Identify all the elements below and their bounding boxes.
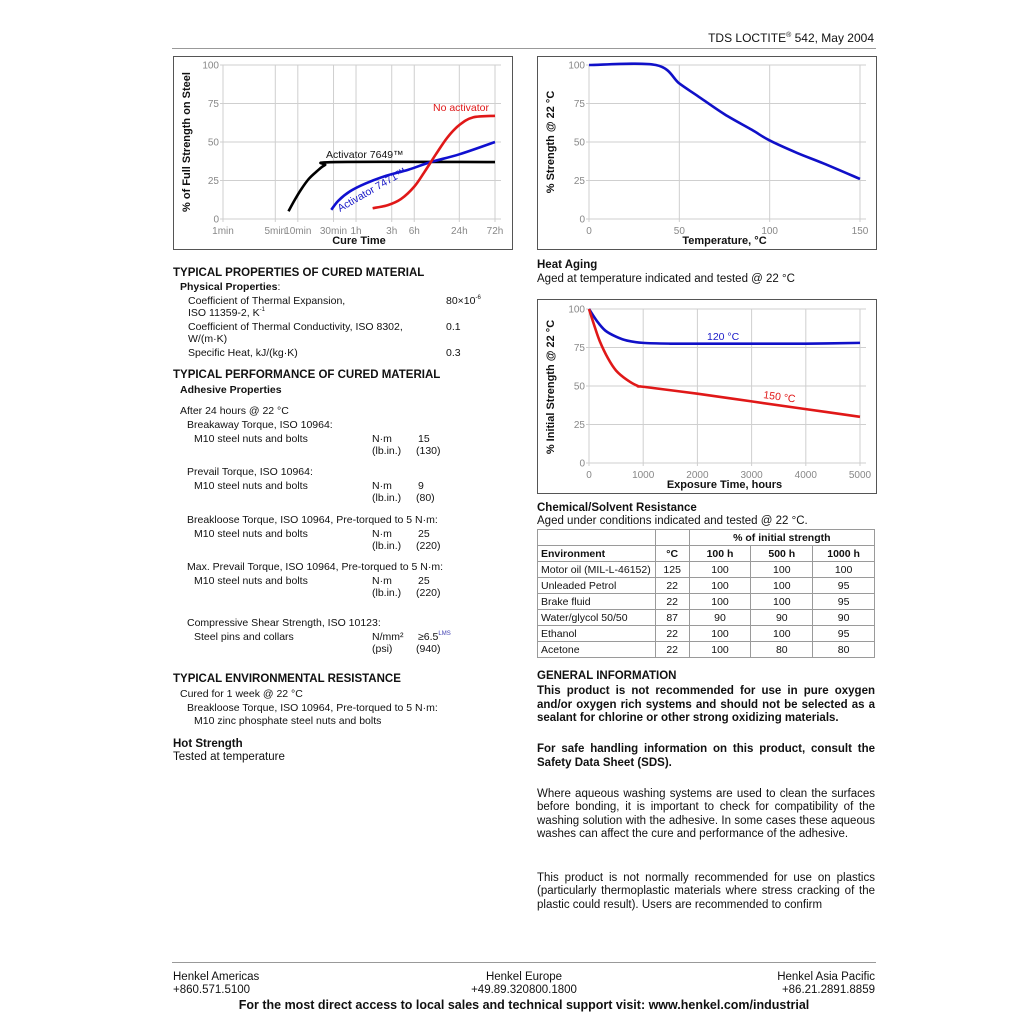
lms-mark: LMS — [438, 631, 451, 637]
test-title-2: Breakloose Torque, ISO 10964, Pre-torqued to 5 N·m: — [187, 514, 438, 526]
chem-sub: Aged under conditions indicated and tested @ 22 °C. — [537, 515, 808, 527]
chem-cell-temp: 22 — [655, 642, 689, 658]
chem-heading: Chemical/Solvent Resistance — [537, 502, 697, 514]
table-row — [538, 610, 875, 626]
gen-paragraph-3: Where aqueous washing systems are used to clean the surfaces before bonding, it is important to check for compatibility of the washing solution with the adhesive. In some cases these aqueous washes can affect the cure and performance of the adhesive. — [537, 788, 875, 840]
chem-blank-cell — [538, 530, 656, 546]
y-tick-label: 75 — [573, 343, 585, 354]
chem-cell-env: Brake fluid — [538, 594, 656, 610]
test-val1-2: 25 — [418, 528, 430, 540]
x-axis-label: Temperature, °C — [682, 235, 767, 247]
footer-support-link[interactable]: For the most direct access to local sales and technical support visit: www.henkel.com/industrial — [238, 998, 810, 1012]
test-unit1-0: N·m — [372, 433, 392, 445]
chem-cell-500h: 100 — [751, 578, 813, 594]
test-val2-2: (220) — [416, 540, 441, 552]
x-tick-label: 2000 — [686, 470, 709, 481]
hot-sub: Tested at temperature — [173, 751, 285, 763]
phys-value-0-text: 80×10 — [446, 295, 476, 307]
x-axis-label: Exposure Time, hours — [666, 479, 783, 491]
chem-cell-1000h: 80 — [813, 642, 875, 658]
chem-col-100h: 100 h — [689, 546, 751, 562]
chem-group-header: % of initial strength — [689, 530, 874, 546]
y-tick-label: 100 — [568, 60, 585, 72]
y-tick-label: 50 — [573, 381, 585, 393]
chem-cell-1000h: 95 — [813, 578, 875, 594]
adhesive-heading: Adhesive Properties — [180, 384, 282, 396]
footer-americas-name: Henkel Americas — [173, 971, 260, 983]
test-title-1: Prevail Torque, ISO 10964: — [187, 466, 313, 478]
x-tick-label: 72h — [486, 226, 504, 237]
x-tick-label: 100 — [761, 226, 779, 237]
x-tick-label: 5min — [264, 226, 287, 237]
heat-aging-chart — [537, 299, 877, 494]
footer-europe-name: Henkel Europe — [485, 971, 563, 983]
phys-value-2: 0.3 — [446, 347, 461, 359]
x-tick-label: 1min — [212, 226, 234, 237]
chem-cell-500h: 80 — [751, 642, 813, 658]
chem-cell-env: Motor oil (MIL-L-46152) — [538, 562, 656, 578]
phys-label-0b-sup: -1 — [259, 307, 265, 313]
chem-blank-cell — [655, 530, 689, 546]
chem-cell-1000h: 100 — [813, 562, 875, 578]
chem-column-header-row — [538, 546, 875, 562]
header-title-suffix: 542, May 2004 — [791, 31, 874, 45]
test-title-0: Breakaway Torque, ISO 10964: — [187, 419, 333, 431]
registered-mark: ® — [786, 32, 792, 39]
table-row — [538, 642, 875, 658]
test-val1-4 — [418, 631, 451, 643]
test-title-4: Compressive Shear Strength, ISO 10123: — [187, 617, 381, 629]
y-axis-label: % Initial Strength @ 22 °C — [545, 319, 557, 455]
physical-heading-colon: : — [277, 281, 281, 293]
chem-cell-env: Acetone — [538, 642, 656, 658]
footer-asia-name: Henkel Asia Pacific — [777, 971, 875, 983]
table-row — [538, 578, 875, 594]
chem-cell-100h: 100 — [689, 578, 751, 594]
phys-value-1: 0.1 — [446, 321, 461, 333]
footer-rule — [172, 962, 876, 963]
test-unit2-0: (lb.in.) — [372, 445, 402, 457]
env-heading: TYPICAL ENVIRONMENTAL RESISTANCE — [173, 673, 401, 685]
chem-cell-100h: 100 — [689, 626, 751, 642]
test-item-3: M10 steel nuts and bolts — [194, 575, 308, 587]
test-unit2-3: (lb.in.) — [372, 587, 402, 599]
x-tick-label: 150 — [851, 226, 869, 237]
annotation-no-activator: No activator — [433, 102, 490, 114]
chem-col-temp: °C — [655, 546, 689, 562]
env-cured: Cured for 1 week @ 22 °C — [180, 688, 303, 700]
phys-label-1b: W/(m·K) — [188, 333, 228, 345]
table-row — [538, 626, 875, 642]
physical-heading-text: Physical Properties — [180, 281, 278, 293]
x-tick-label: 50 — [673, 226, 685, 237]
y-tick-label: 100 — [568, 304, 585, 316]
annotation-150c: 150 °C — [762, 389, 797, 406]
series-line — [589, 64, 860, 179]
hot-strength-chart-svg — [538, 57, 876, 249]
test-val2-0: (130) — [416, 445, 441, 457]
y-tick-label: 0 — [579, 214, 585, 226]
chem-col-environment: Environment — [538, 546, 656, 562]
series-line — [589, 309, 860, 417]
y-tick-label: 25 — [573, 176, 585, 187]
x-tick-label: 1h — [350, 226, 362, 237]
document-header — [708, 31, 874, 45]
x-tick-label: 3000 — [740, 470, 763, 481]
x-tick-label: 10min — [284, 226, 312, 237]
cure-time-chart — [173, 56, 513, 250]
chem-cell-temp: 125 — [655, 562, 689, 578]
test-val1-1: 9 — [418, 480, 424, 492]
chem-col-1000h: 1000 h — [813, 546, 875, 562]
footer-americas-phone: +860.571.5100 — [173, 984, 251, 996]
y-tick-label: 50 — [573, 137, 585, 149]
chem-group-header-row — [538, 530, 875, 546]
physical-heading — [180, 281, 280, 293]
chem-cell-env: Unleaded Petrol — [538, 578, 656, 594]
chem-table — [537, 529, 875, 658]
chem-cell-500h: 90 — [751, 610, 813, 626]
phys-value-0-sup: -6 — [475, 295, 481, 301]
annotation-120c: 120 °C — [707, 331, 740, 343]
y-tick-label: 75 — [573, 99, 585, 110]
chem-col-500h: 500 h — [751, 546, 813, 562]
test-item-2: M10 steel nuts and bolts — [194, 528, 308, 540]
test-val2-4: (940) — [416, 643, 441, 655]
chem-cell-env: Ethanol — [538, 626, 656, 642]
env-test: Breakloose Torque, ISO 10964, Pre-torqued to 5 N·m: — [187, 702, 438, 714]
chem-cell-100h: 90 — [689, 610, 751, 626]
test-val2-1: (80) — [416, 492, 435, 504]
test-unit2-4: (psi) — [372, 643, 393, 655]
test-unit1-1: N·m — [372, 480, 392, 492]
chem-cell-temp: 22 — [655, 626, 689, 642]
phys-label-0b — [188, 307, 265, 319]
x-tick-label: 24h — [450, 226, 468, 237]
chem-cell-500h: 100 — [751, 626, 813, 642]
y-tick-label: 25 — [573, 420, 585, 431]
y-tick-label: 75 — [207, 99, 219, 110]
test-item-1: M10 steel nuts and bolts — [194, 480, 308, 492]
footer-asia-phone: +86.21.2891.8859 — [781, 984, 875, 996]
gen-paragraph-2: For safe handling information on this product, consult the Safety Data Sheet (SDS). — [537, 743, 875, 769]
test-val1-0: 15 — [418, 433, 430, 445]
annotation-activator-7471: Activator 7471™ — [335, 165, 409, 215]
test-item-0: M10 steel nuts and bolts — [194, 433, 308, 445]
test-unit1-4: N/mm² — [372, 631, 404, 643]
test-val1-3: 25 — [418, 575, 430, 587]
chem-cell-1000h: 95 — [813, 594, 875, 610]
header-title-prefix: TDS LOCTITE — [708, 31, 787, 45]
y-tick-label: 50 — [207, 137, 219, 149]
x-axis-label: Cure Time — [332, 235, 386, 247]
hot-strength-chart — [537, 56, 877, 250]
after24-label: After 24 hours @ 22 °C — [180, 405, 289, 417]
chem-cell-temp: 87 — [655, 610, 689, 626]
y-tick-label: 25 — [207, 176, 219, 187]
y-tick-label: 100 — [202, 60, 219, 72]
y-axis-label: % of Full Strength on Steel — [181, 72, 193, 212]
y-tick-label: 0 — [213, 214, 219, 226]
chem-cell-100h: 100 — [689, 594, 751, 610]
chem-cell-100h: 100 — [689, 642, 751, 658]
test-val2-3: (220) — [416, 587, 441, 599]
phys-label-0b-text: ISO 11359-2, K — [188, 307, 260, 319]
props-heading: TYPICAL PROPERTIES OF CURED MATERIAL — [173, 267, 425, 279]
heat-sub: Aged at temperature indicated and tested @ 22 °C — [537, 273, 795, 285]
x-tick-label: 6h — [408, 226, 420, 237]
phys-label-1: Coefficient of Thermal Conductivity, ISO 8302, — [188, 321, 403, 333]
cure-time-chart-svg — [174, 57, 512, 249]
gen-paragraph-1: This product is not recommended for use in pure oxygen and/or oxygen rich systems and should not be selected as a sealant for chlorine or other strong oxidizing materials. — [537, 685, 875, 724]
y-tick-label: 0 — [579, 458, 585, 470]
phys-label-2: Specific Heat, kJ/(kg·K) — [188, 347, 298, 359]
chem-cell-500h: 100 — [751, 594, 813, 610]
header-rule — [172, 48, 876, 49]
chem-cell-1000h: 95 — [813, 626, 875, 642]
gen-paragraph-4: This product is not normally recommended for use on plastics (particularly thermoplastic materials where stress cracking of the plastic could result). Users are recommended to confirm — [537, 872, 875, 911]
heat-heading: Heat Aging — [537, 259, 598, 271]
chem-cell-temp: 22 — [655, 578, 689, 594]
hot-heading: Hot Strength — [173, 738, 243, 750]
table-row — [538, 594, 875, 610]
env-item: M10 zinc phosphate steel nuts and bolts — [194, 715, 382, 727]
chem-cell-100h: 100 — [689, 562, 751, 578]
annotation-activator-7649: Activator 7649™ — [326, 149, 404, 161]
x-tick-label: 5000 — [848, 470, 872, 481]
x-tick-label: 4000 — [794, 470, 817, 481]
x-tick-label: 3h — [386, 226, 398, 237]
x-tick-label: 1000 — [632, 470, 655, 481]
gen-heading: GENERAL INFORMATION — [537, 670, 677, 682]
test-unit2-1: (lb.in.) — [372, 492, 402, 504]
phys-label-0: Coefficient of Thermal Expansion, — [188, 295, 346, 307]
chem-cell-1000h: 90 — [813, 610, 875, 626]
heat-aging-chart-svg — [538, 300, 876, 493]
x-tick-label: 0 — [586, 226, 592, 237]
test-unit1-3: N·m — [372, 575, 392, 587]
x-tick-label: 0 — [586, 470, 592, 481]
test-title-3: Max. Prevail Torque, ISO 10964, Pre-torqued to 5 N·m: — [187, 561, 444, 573]
test-unit1-2: N·m — [372, 528, 392, 540]
y-axis-label: % Strength @ 22 °C — [545, 90, 557, 194]
phys-value-0 — [446, 295, 481, 307]
perf-heading: TYPICAL PERFORMANCE OF CURED MATERIAL — [173, 369, 441, 381]
chem-cell-500h: 100 — [751, 562, 813, 578]
x-tick-label: 30min — [319, 226, 348, 237]
chem-cell-temp: 22 — [655, 594, 689, 610]
test-item-4: Steel pins and collars — [194, 631, 294, 643]
test-unit2-2: (lb.in.) — [372, 540, 402, 552]
test-val1-4-text: ≥6.5 — [418, 631, 439, 643]
table-row — [538, 562, 875, 578]
footer-europe-phone: +49.89.320800.1800 — [471, 984, 577, 996]
chem-cell-env: Water/glycol 50/50 — [538, 610, 656, 626]
